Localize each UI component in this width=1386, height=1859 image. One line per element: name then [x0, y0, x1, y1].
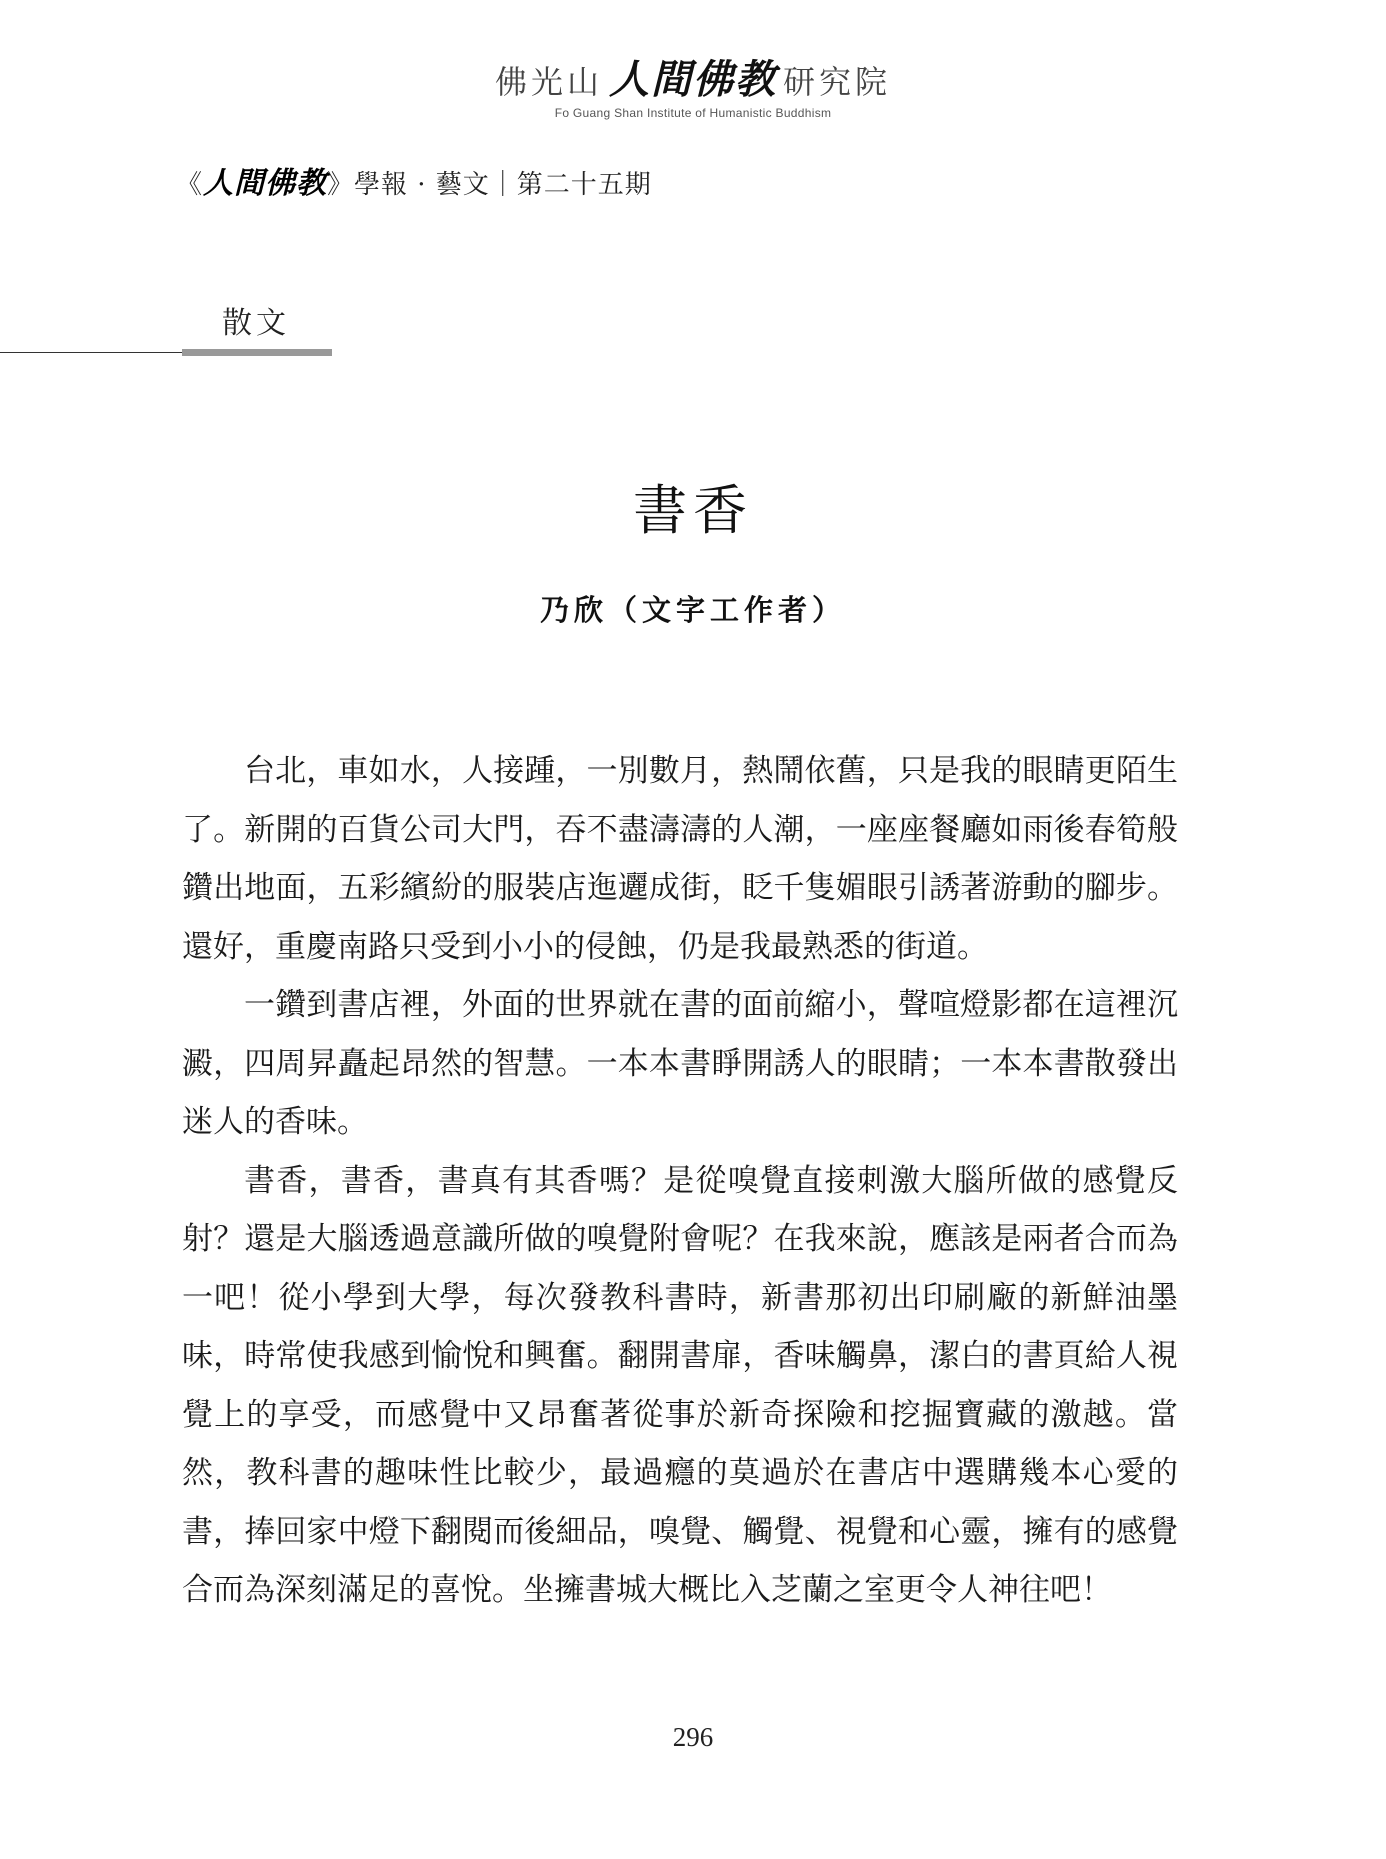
- journal-issue-info: 》學報 · 藝文｜第二十五期: [327, 170, 652, 200]
- paragraph-1: 台北，車如水，人接踵，一別數月，熱鬧依舊，只是我的眼睛更陌生了。新開的百貨公司大門，吞不盡濤濤的人潮，一座座餐廳如雨後春筍般鑽出地面，五彩繽紛的服裝店迤邐成街，眨千隻媚眼引誘著游動的腳步。還好，重慶南路只受到小小的侵蝕，仍是我最熟悉的街道。: [182, 753, 1178, 965]
- institute-english-name: Fo Guang Shan Institute of Humanistic Buddhism: [554, 106, 832, 120]
- section-rule-bar: [182, 349, 332, 356]
- journal-running-head: [176, 158, 652, 202]
- institute-name: [0, 56, 1386, 103]
- page-number: 296: [672, 1722, 714, 1752]
- section-label: 散文: [222, 306, 290, 341]
- article-author: 乃欣（文字工作者）: [539, 593, 846, 627]
- article-body: [182, 742, 1178, 1620]
- institute-suffix: 研究院: [783, 63, 892, 101]
- paragraph-3: 書香，書香，書真有其香嗎？是從嗅覺直接刺激大腦所做的感覺反射？還是大腦透過意識所做的嗅覺附會呢？在我來說，應該是兩者合而為一吧！從小學到大學，每次發教科書時，新書那初出印刷廠的新鮮油墨味，時常使我感到愉悅和興奮。翻開書扉，香味觸鼻，潔白的書頁給人視覺上的享受，而感覺中又昂奮著從事於新奇探險和挖掘寶藏的激越。當然，教科書的趣味性比較少，最過癮的莫過於在書店中選購幾本心愛的書，捧回家中燈下翻閱而後細品，嗅覺、觸覺、視覺和心靈，擁有的感覺合而為深刻滿足的喜悅。坐擁書城大概比入芝蘭之室更令人神往吧！: [182, 1162, 1178, 1608]
- article-title: 書香: [633, 479, 753, 542]
- institute-brand-logo: 人間佛教: [609, 56, 777, 103]
- paragraph-2: 一鑽到書店裡，外面的世界就在書的面前縮小，聲喧燈影都在這裡沉澱，四周昇矗起昂然的智慧。一本本書睜開誘人的眼睛；一本本書散發出迷人的香味。: [182, 987, 1178, 1140]
- journal-brand: 人間佛教: [203, 166, 328, 201]
- institute-header: [0, 56, 1386, 120]
- journal-open-bracket: 《: [176, 170, 204, 200]
- institute-prefix: 佛光山: [494, 63, 603, 101]
